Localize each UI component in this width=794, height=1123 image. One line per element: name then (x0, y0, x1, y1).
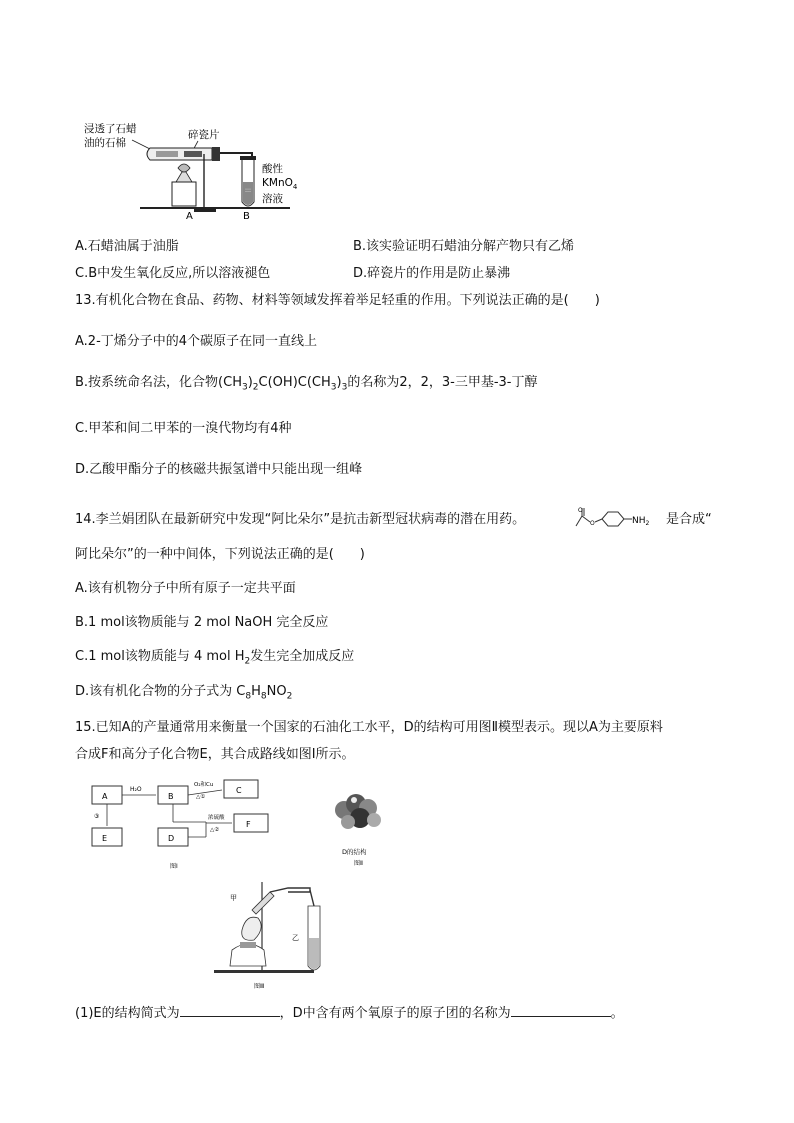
cracking-apparatus-figure (80, 118, 310, 223)
asbestos-label-line1: 浸透了石蜡 (84, 123, 137, 135)
step1-label: △① (196, 794, 206, 800)
apparatus-label-b: B (243, 211, 250, 222)
box-f: F (246, 820, 251, 829)
synthesis-route-figure (88, 778, 310, 873)
box-b: B (168, 792, 174, 801)
q14-option-d: D.该有机化合物的分子式为 $C_8H_8NO_2$ (75, 684, 293, 702)
q13-stem: 13.有机化合物在食品、药物、材料等领域发挥着举足轻重的作用。下列说法正确的是( ) (75, 293, 600, 308)
jia-label: 甲 (230, 894, 237, 902)
q15-stem-line1: 15.已知A的产量通常用来衡量一个国家的石油化工水平，D的结构可用图Ⅱ模型表示。现以A为主要原料 (75, 720, 663, 735)
yi-label: 乙 (292, 934, 299, 942)
h2o-label: H₂O (130, 786, 142, 793)
q12-option-a: A.石蜡油属于油脂 (75, 239, 179, 254)
q13-option-b: B.按系统命名法，化合物$(CH_3)_2C(OH)C(CH_3)_3$的名称为2，2，3-三甲基-3-丁醇 (75, 375, 538, 393)
q14-option-a: A.该有机物分子中所有原子一定共平面 (75, 581, 296, 596)
svg-text:O: O (590, 520, 595, 527)
answer-blank-e[interactable] (180, 1004, 280, 1017)
box-e: E (102, 834, 108, 843)
q14-stem-part2: 是合成“ (666, 512, 712, 527)
conc-acid-label: 浓硫酸 (208, 815, 225, 821)
figure-1-caption: 图Ⅰ (170, 863, 178, 870)
q14-stem-line2: 阿比朵尔”的一种中间体，下列说法正确的是( ) (75, 547, 365, 562)
apparatus-label-a: A (186, 211, 193, 222)
q12-option-c: C.B中发生氧化反应,所以溶液褪色 (75, 266, 271, 281)
q14-stem-part1: 14.李兰娟团队在最新研究中发现“阿比朵尔”是抗击新型冠状病毒的潜在用药。 (75, 512, 526, 527)
box-d: D (168, 834, 175, 843)
esterification-apparatus-figure (210, 878, 340, 993)
box-c: C (236, 786, 242, 795)
q14-option-c: C.1 mol该物质能与 4 mol $H_2$发生完全加成反应 (75, 649, 355, 667)
svg-text::::: ::: (244, 187, 252, 194)
q15-stem-line2: 合成F和高分子化合物E，其合成路线如图Ⅰ所示。 (75, 747, 355, 762)
asbestos-label-line2: 油的石棉 (84, 137, 126, 149)
acidic-label: 酸性 (262, 163, 283, 175)
svg-text:O: O (578, 507, 583, 514)
nh2-label: $NH_2$ (632, 516, 650, 527)
step2-label: △② (210, 827, 220, 833)
q13-option-d: D.乙酸甲酯分子的核磁共振氢谱中只能出现一组峰 (75, 462, 363, 477)
d-structure-label: D的结构 (342, 848, 367, 856)
q13-option-a: A.2-丁烯分子中的4个碳原子在同一直线上 (75, 334, 318, 349)
kmno4-label: KMnO$_4$ (262, 177, 298, 191)
q13-option-c: C.甲苯和间二甲苯的一溴代物均有4种 (75, 421, 292, 436)
q15-subquestion-1: (1)E的结构简式为 ，D中含有两个氧原子的原子团的名称为 。 (75, 1006, 624, 1021)
step3-label: ③ (94, 813, 100, 820)
q12-option-d: D.碎瓷片的作用是防止暴沸 (353, 266, 511, 281)
solution-label: 溶液 (262, 193, 283, 205)
box-a: A (102, 792, 108, 801)
o2-cu-label: O₂和Cu (194, 782, 214, 788)
answer-blank-d-group[interactable] (511, 1004, 611, 1017)
q14-option-b: B.1 mol该物质能与 2 mol NaOH 完全反应 (75, 615, 329, 630)
figure-3-caption: 图Ⅲ (254, 983, 265, 990)
q12-option-b: B.该实验证明石蜡油分解产物只有乙烯 (353, 239, 575, 254)
acetamidophenol-structure (570, 504, 666, 534)
d-molecular-model-figure (330, 790, 390, 875)
figure-2-caption: 图Ⅱ (354, 860, 363, 867)
porcelain-label: 碎瓷片 (188, 129, 220, 141)
